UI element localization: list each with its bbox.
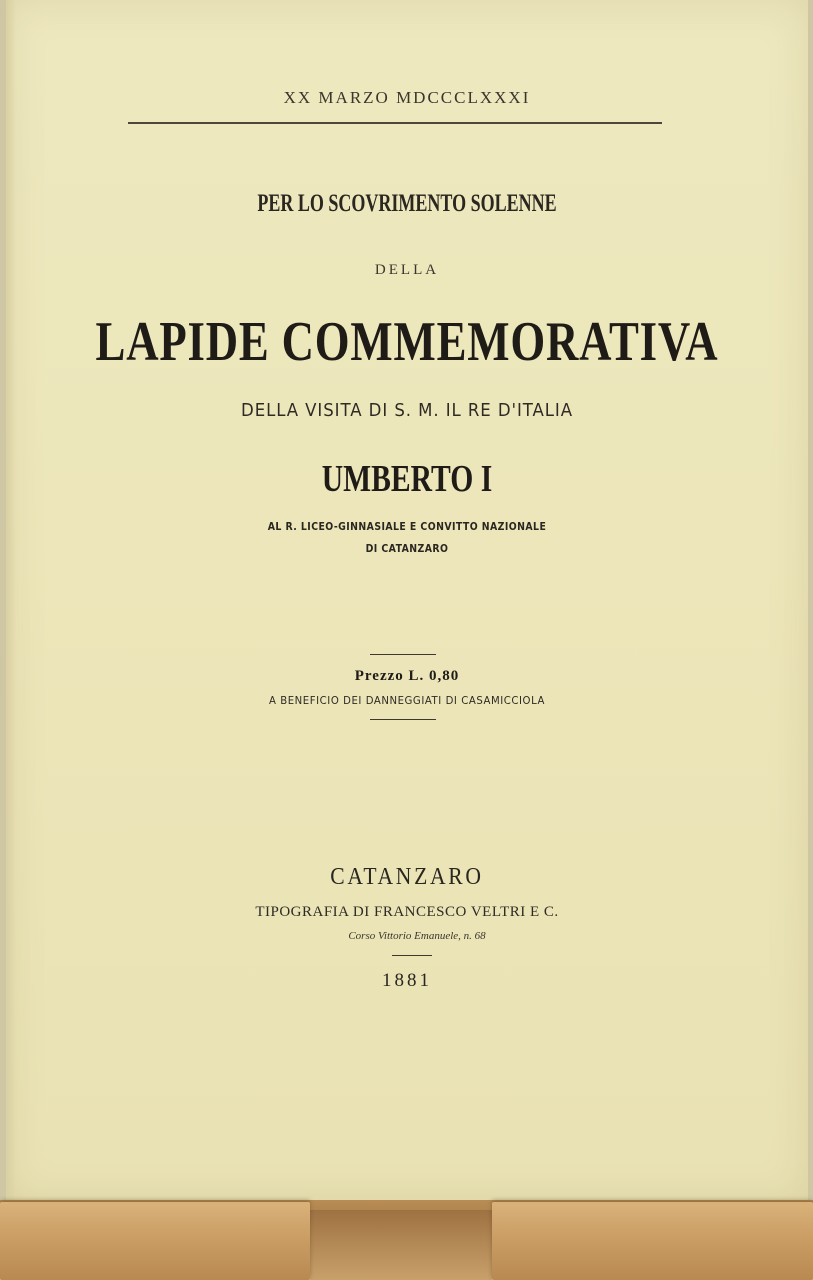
king-name: UMBERTO I xyxy=(321,458,493,500)
page-edge-shadow xyxy=(6,0,16,1202)
main-title: LAPIDE COMMEMORATIVA xyxy=(95,311,719,373)
della-word: DELLA xyxy=(374,262,440,278)
stand-gap xyxy=(310,1210,492,1280)
price-rule-bottom xyxy=(370,719,436,720)
year-rule xyxy=(392,955,432,956)
benefit-line: A BENEFICIO DEI DANNEGGIATI DI CASAMICCIOLA xyxy=(269,694,545,707)
price-rule-top xyxy=(370,654,436,655)
publication-year: 1881 xyxy=(382,970,432,991)
publisher-city: CATANZARO xyxy=(330,864,484,890)
wooden-stand-left xyxy=(0,1202,310,1280)
top-rule-divider xyxy=(128,122,662,124)
subtitle-line: DELLA VISITA DI S. M. IL RE D'ITALIA xyxy=(241,400,573,421)
institution-line-2: DI CATANZARO xyxy=(365,542,449,555)
wooden-stand-right xyxy=(492,1202,813,1280)
title-page xyxy=(6,0,808,1202)
institution-line-1: AL R. LICEO-GINNASIALE E CONVITTO NAZIONALE xyxy=(267,520,547,533)
date-line: XX MARZO MDCCCLXXXI xyxy=(283,88,531,107)
printer-line: TIPOGRAFIA DI FRANCESCO VELTRI E C. xyxy=(255,904,559,920)
price-line: Prezzo L. 0,80 xyxy=(354,668,460,684)
address-line: Corso Vittorio Emanuele, n. 68 xyxy=(348,930,486,942)
heading-line: PER LO SCOVRIMENTO SOLENNE xyxy=(257,190,557,217)
